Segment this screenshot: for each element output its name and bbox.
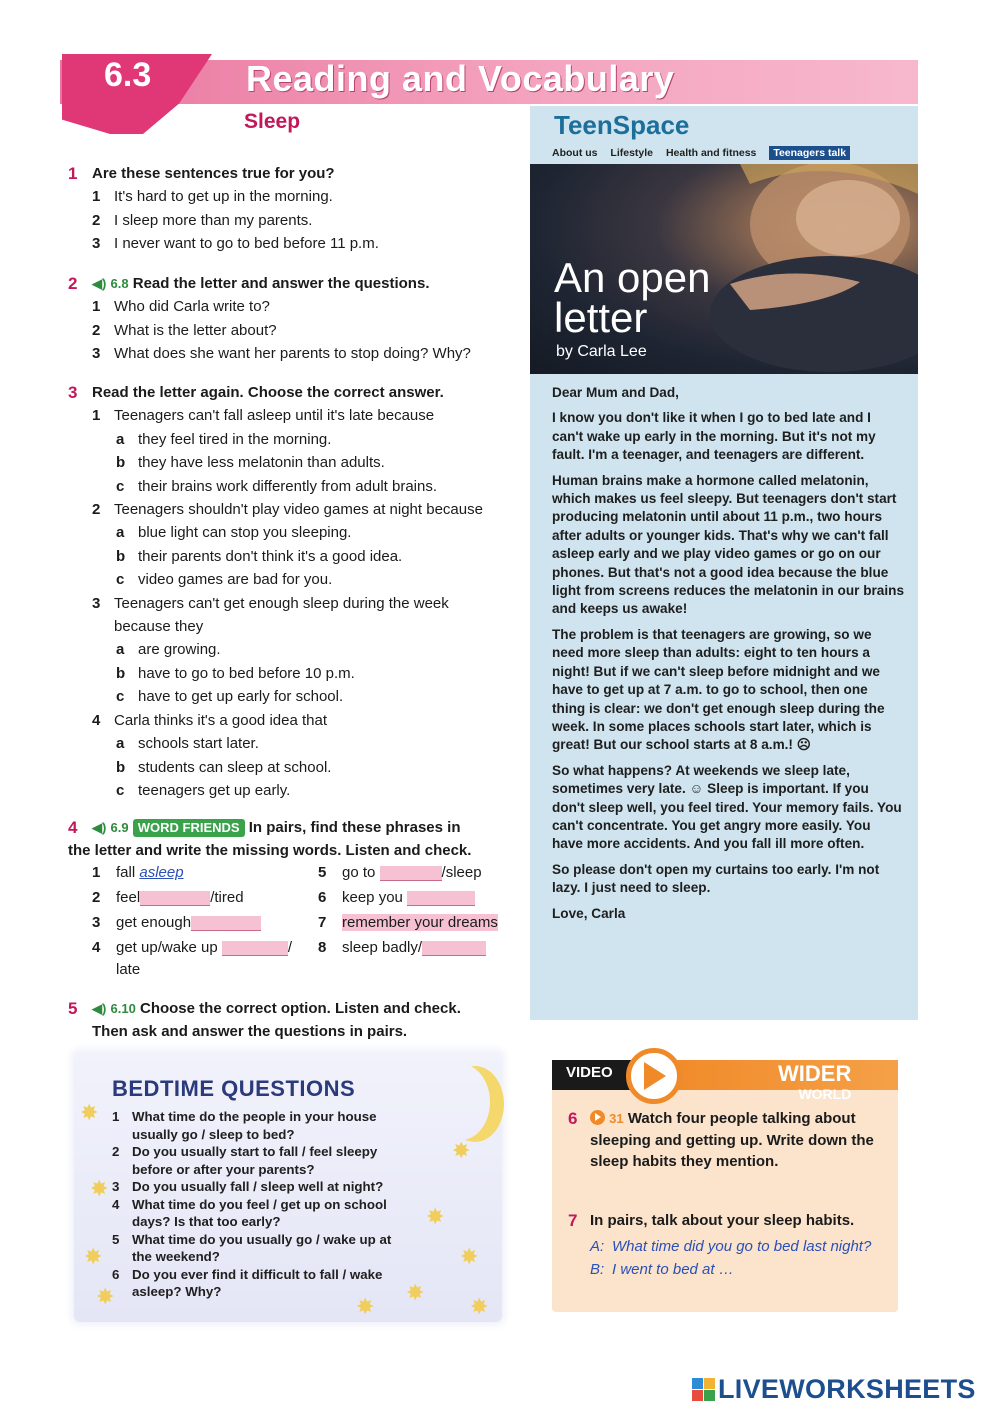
phrase-item xyxy=(318,887,538,909)
item-text: What does she want her parents to stop doing? Why? xyxy=(114,345,471,363)
play-icon[interactable] xyxy=(644,1062,666,1090)
question xyxy=(68,592,520,639)
star-icon: ✸ xyxy=(406,1280,425,1305)
liveworksheets-brand[interactable]: LIVEWORKSHEETS xyxy=(718,1374,976,1404)
question-line: days? Is that too early? xyxy=(132,1214,281,1229)
list-item[interactable] xyxy=(112,1143,442,1178)
item-number: 5 xyxy=(112,1231,120,1247)
unit-number: 6.3 xyxy=(104,56,152,94)
item-number: 2 xyxy=(92,889,101,906)
world-text: WORLD xyxy=(798,1086,852,1102)
item-number: 6 xyxy=(112,1266,120,1282)
option-letter: b xyxy=(116,547,126,565)
exercise-number: 3 xyxy=(68,383,78,402)
question xyxy=(68,404,520,427)
phrase-text: get enough xyxy=(116,914,192,931)
dialogue-line-a xyxy=(590,1236,878,1258)
exercise-2 xyxy=(68,272,520,366)
exercise-number: 7 xyxy=(568,1211,578,1230)
section-subtitle: Sleep xyxy=(244,110,301,133)
star-icon: ✸ xyxy=(356,1294,375,1319)
phrase-item xyxy=(92,912,312,934)
phrase-text: sleep badly/ xyxy=(342,939,423,956)
question-text: Carla thinks it's a good idea that xyxy=(114,711,327,729)
question-text: Teenagers can't fall asleep until it's late because xyxy=(114,407,435,425)
item-number: 3 xyxy=(112,1179,120,1194)
teenspace-logo: TeenSpace xyxy=(554,110,690,140)
question-line: asleep? Why? xyxy=(132,1284,222,1299)
phrase-text: get up/wake up xyxy=(116,939,218,956)
video-clip-number: 31 xyxy=(609,1111,624,1126)
question-line: What time do the people in your house xyxy=(132,1109,377,1124)
answer-option[interactable] xyxy=(68,685,520,708)
phrase-text: fall xyxy=(116,864,136,881)
question-line: Do you usually fall / sleep well at night? xyxy=(132,1179,384,1194)
question-line: Do you ever find it difficult to fall / wake xyxy=(132,1266,383,1282)
star-icon: ✸ xyxy=(96,1284,115,1309)
option-letter: a xyxy=(116,735,125,753)
exercise-instruction xyxy=(68,997,520,1020)
item-number: 1 xyxy=(92,407,101,425)
option-text: their parents don't think it's a good idea. xyxy=(138,547,403,565)
nav-item-health[interactable]: Health and fitness xyxy=(665,147,757,159)
item-number: 4 xyxy=(112,1196,120,1212)
letter-paragraph: Human brains make a hormone called melatonin, which makes us feel sleepy. But teenagers don't start producing melatonin until about 11 p.m., two hours after adults or younger kids. That's why we can't fall asleep early and we play video games or go on our phones. But that's not a good idea because the blue light from screens reduces the melatonin in our brains and keeps us awake! xyxy=(552,472,905,617)
question-line: Do you usually start to fall / feel sleepy xyxy=(132,1144,378,1159)
article-title-line: An open xyxy=(554,254,711,301)
phrase-text: feel xyxy=(116,889,141,906)
speaker-label: A: xyxy=(590,1237,605,1255)
list-item[interactable] xyxy=(112,1108,442,1143)
question-line: What time do you usually go / wake up at xyxy=(132,1231,392,1247)
liveworksheets-logo-icon xyxy=(692,1378,716,1402)
option-letter: a xyxy=(116,524,125,542)
option-text: they have less melatonin than adults. xyxy=(138,454,385,472)
star-icon: ✸ xyxy=(80,1100,99,1125)
item-number: 5 xyxy=(318,864,327,881)
nav-item-teenagers-talk[interactable]: Teenagers talk xyxy=(769,146,850,160)
answer-input[interactable] xyxy=(422,941,486,956)
question-line: usually go / sleep to bed? xyxy=(132,1126,295,1142)
item-number: 8 xyxy=(318,939,327,956)
answer-option[interactable] xyxy=(68,521,520,544)
instruction-text: In pairs, find these phrases in xyxy=(248,819,461,836)
nav-item-about[interactable]: About us xyxy=(552,147,598,159)
option-letter: b xyxy=(116,454,126,472)
bedtime-question-list xyxy=(112,1108,445,1301)
option-letter: b xyxy=(116,758,126,776)
phrase-text: late xyxy=(116,961,141,978)
wider-text: WIDER xyxy=(778,1061,852,1086)
answer-option[interactable] xyxy=(68,732,520,755)
option-letter: a xyxy=(116,430,125,448)
exercise-instruction: In pairs, talk about your sleep habits. xyxy=(590,1212,855,1229)
item-number: 4 xyxy=(92,939,101,956)
option-letter: c xyxy=(116,688,125,706)
exercise-instruction: Read the letter again. Choose the correct answer. xyxy=(92,384,444,401)
option-text: have to go to bed before 10 p.m. xyxy=(138,664,355,682)
item-number: 3 xyxy=(92,345,101,363)
letter-paragraph: I know you don't like it when I go to bed late and I can't wake up early in the morning. But it's not my fault. I'm a teenager, and teenagers are different. xyxy=(552,410,876,463)
option-letter: c xyxy=(116,781,125,799)
video-play-icon[interactable] xyxy=(590,1110,605,1125)
letter-signoff: Love, Carla xyxy=(552,905,626,921)
item-number: 1 xyxy=(92,864,101,881)
answer-option[interactable] xyxy=(68,756,520,779)
answer-option[interactable] xyxy=(68,475,520,498)
item-number: 2 xyxy=(92,501,101,519)
audio-icon[interactable]: ◀) xyxy=(92,1001,107,1016)
option-text: blue light can stop you sleeping. xyxy=(138,524,352,542)
exercise-6 xyxy=(568,1108,878,1173)
instruction-text-cont: Then ask and answer the questions in pairs. xyxy=(92,1023,408,1041)
option-text: teenagers get up early. xyxy=(138,781,291,799)
audio-icon[interactable]: ◀) xyxy=(92,276,107,291)
letter-paragraph: So what happens? At weekends we sleep late, sometimes very late. ☺ Sleep is important. If you don't sleep well, you feel tired. Your memory fails. You can't concentrate. You get angry more easily. You have more accidents. And you fall ill more often. xyxy=(552,762,902,852)
audio-track: 6.10 xyxy=(110,1001,136,1016)
list-item[interactable] xyxy=(112,1196,445,1231)
question-line: the weekend? xyxy=(132,1249,220,1264)
star-icon: ✸ xyxy=(470,1294,489,1319)
option-text: schools start later. xyxy=(138,735,259,753)
question-text: Teenagers shouldn't play video games at night because xyxy=(114,501,483,519)
question xyxy=(68,498,520,521)
answer-input[interactable] xyxy=(191,916,261,931)
article-title-line: letter xyxy=(554,294,648,341)
phrase-text: / xyxy=(287,939,293,956)
phrase-text: /tired xyxy=(210,889,244,906)
dialogue-text: What time did you go to bed last night? xyxy=(612,1237,872,1255)
answer-option[interactable] xyxy=(68,545,520,568)
item-number: 2 xyxy=(92,321,101,339)
exercise-7 xyxy=(568,1210,878,1281)
answer-input[interactable] xyxy=(140,891,210,906)
answer-input[interactable] xyxy=(222,941,288,956)
phrase-text: go to xyxy=(342,864,376,881)
item-text: I sleep more than my parents. xyxy=(114,211,313,229)
list-item[interactable] xyxy=(112,1266,442,1301)
list-item[interactable] xyxy=(112,1231,442,1266)
option-text: they feel tired in the morning. xyxy=(138,430,332,448)
star-icon: ✸ xyxy=(90,1176,109,1201)
exercise-number: 4 xyxy=(68,818,78,837)
exercise-instruction xyxy=(68,816,520,839)
item-text: I never want to go to bed before 11 p.m. xyxy=(114,235,379,253)
list-item xyxy=(68,232,520,255)
exercise-number: 2 xyxy=(68,274,78,293)
star-icon: ✸ xyxy=(426,1204,445,1229)
phrase-text: remember your dreams xyxy=(342,914,498,931)
item-text: What is the letter about? xyxy=(114,321,277,339)
instruction-text-cont: the letter and write the missing words. Listen and check. xyxy=(68,842,472,860)
option-text: their brains work differently from adult brains. xyxy=(138,477,438,495)
phrase-item xyxy=(318,862,538,884)
video-label: VIDEO xyxy=(566,1064,613,1081)
dialogue-text: I went to bed at … xyxy=(612,1261,734,1278)
answer-input[interactable] xyxy=(407,891,475,906)
answer-option[interactable] xyxy=(68,451,520,474)
letter-paragraph: The problem is that teenagers are growing, so we need more sleep than adults: eight to ten hours a night! But if we can't sleep before midnight and we have to get up at 7 a.m. to go to school, then one thing is clear: we don't get enough sleep during the week. In some places schools start later, which is great! But our school starts at 8 a.m.! ☹ xyxy=(552,626,885,753)
question xyxy=(68,709,520,732)
phrase-item xyxy=(318,912,538,934)
dialogue-line-b xyxy=(590,1259,878,1281)
option-text: students can sleep at school. xyxy=(138,758,332,776)
answer-option[interactable] xyxy=(68,662,520,685)
option-letter: c xyxy=(116,477,125,495)
item-number: 2 xyxy=(112,1144,120,1159)
list-item[interactable] xyxy=(112,1178,442,1196)
phrase-item xyxy=(92,887,312,909)
letter-body xyxy=(552,384,904,930)
item-number: 1 xyxy=(112,1109,120,1124)
section-title: Reading and Vocabulary xyxy=(246,58,675,99)
list-item xyxy=(68,295,520,318)
article-byline: by Carla Lee xyxy=(556,343,647,360)
phrase-item xyxy=(92,862,312,884)
exercise-number: 1 xyxy=(68,164,78,183)
nav-item-lifestyle[interactable]: Lifestyle xyxy=(610,147,654,159)
list-item xyxy=(68,319,520,342)
audio-track: 6.9 xyxy=(110,820,129,835)
bedtime-title: BEDTIME QUESTIONS xyxy=(112,1076,356,1101)
item-number: 6 xyxy=(318,889,327,906)
item-number: 3 xyxy=(92,235,101,253)
phrase-text: keep you xyxy=(342,889,403,906)
phrase-item xyxy=(92,937,312,981)
exercise-instruction xyxy=(68,272,520,295)
letter-greeting: Dear Mum and Dad, xyxy=(552,385,679,400)
exercise-number: 6 xyxy=(568,1109,578,1128)
option-letter: b xyxy=(116,664,126,682)
exercise-number: 5 xyxy=(68,999,78,1018)
instruction-text: Choose the correct option. Listen and check. xyxy=(139,1000,461,1017)
exercise-instruction: Are these sentences true for you? xyxy=(92,165,335,182)
option-text: have to get up early for school. xyxy=(138,688,344,706)
exercise-5 xyxy=(68,997,520,1044)
teenspace-nav xyxy=(552,146,860,160)
option-letter: c xyxy=(116,571,125,589)
phrase-item xyxy=(318,937,538,959)
exercise-4 xyxy=(68,816,520,863)
question-line: What time do you feel / get up on school xyxy=(132,1196,387,1212)
answer-option[interactable] xyxy=(68,428,520,451)
instruction-text: Read the letter and answer the questions. xyxy=(132,275,430,292)
audio-track: 6.8 xyxy=(110,276,129,291)
item-number: 3 xyxy=(92,594,101,612)
phrase-text: /sleep xyxy=(441,864,482,881)
audio-icon[interactable]: ◀) xyxy=(92,820,107,835)
star-icon: ✸ xyxy=(452,1138,471,1163)
exercise-1 xyxy=(68,162,520,256)
wider-world-logo xyxy=(778,1061,852,1104)
article-title xyxy=(554,254,711,341)
letter-paragraph: So please don't open my curtains too early. I'm not lazy. I just need to sleep. xyxy=(552,861,880,896)
answer-option[interactable] xyxy=(68,568,520,591)
star-icon: ✸ xyxy=(460,1244,479,1269)
list-item xyxy=(68,185,520,208)
item-number: 1 xyxy=(92,188,101,206)
exercise-3 xyxy=(68,381,520,802)
option-letter: a xyxy=(116,641,125,659)
word-friends-badge: WORD FRIENDS xyxy=(133,819,245,837)
answer-option[interactable] xyxy=(68,638,520,661)
item-number: 4 xyxy=(92,711,101,729)
answer-option[interactable] xyxy=(68,779,520,802)
list-item xyxy=(68,209,520,232)
answer-input[interactable] xyxy=(380,866,442,881)
item-text: It's hard to get up in the morning. xyxy=(114,188,333,206)
item-number: 7 xyxy=(318,914,327,931)
list-item xyxy=(68,342,520,365)
star-icon: ✸ xyxy=(84,1244,103,1269)
item-number: 3 xyxy=(92,914,101,931)
item-number: 2 xyxy=(92,211,101,229)
question-text: Teenagers can't get enough sleep during the week because they xyxy=(114,594,449,636)
speaker-label: B: xyxy=(590,1261,605,1278)
option-text: are growing. xyxy=(138,641,221,659)
exercise-instruction xyxy=(568,1108,878,1173)
option-text: video games are bad for you. xyxy=(138,571,333,589)
answer-input[interactable]: asleep xyxy=(139,864,184,881)
item-number: 1 xyxy=(92,298,101,316)
instruction-text: Watch four people talking about sleeping and getting up. Write down the sleep habits they mention. xyxy=(590,1110,874,1170)
question-line: before or after your parents? xyxy=(132,1161,315,1177)
item-text: Who did Carla write to? xyxy=(114,298,270,316)
